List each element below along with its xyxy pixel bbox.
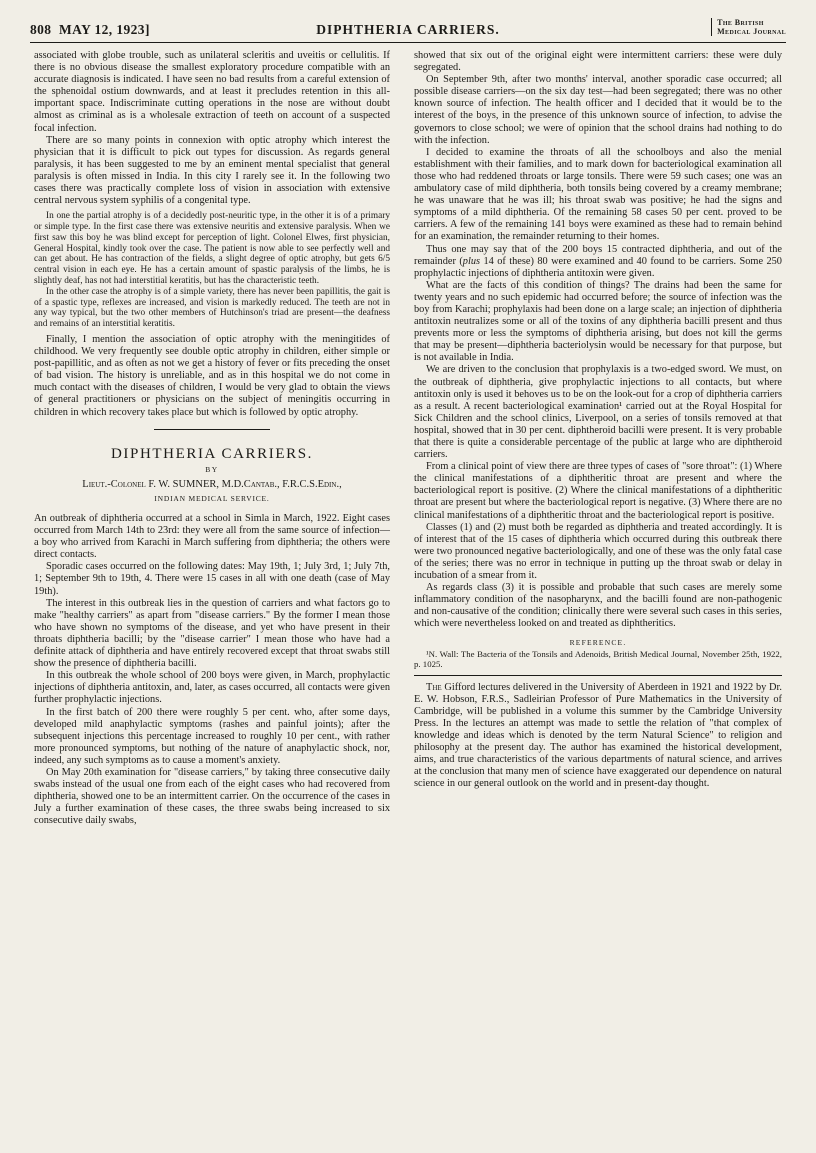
journal-mark [711,18,786,36]
article-title: DIPHTHERIA CARRIERS. [110,445,314,462]
page-header [30,16,786,42]
running-title: DIPHTHERIA CARRIERS. [316,22,500,37]
left-column [34,50,390,827]
page-number: 808 [30,22,52,37]
gifford-text: Gifford lectures delivered in the University of Aberdeen in 1921 and 1922 by Dr. E. W. Hobson, F.R.S., Sadleirian Professor of Pure Mathematics in the University of Cambridge, will be published in a volume this summer by the Cambridge University Press. In the lectures an attempt was made to settle the relation of "that complex of knowledge and ideas which is denoted by the term Natural Science" to religion and philosophy at the present day. The author has examined the historical development, aims, and true characteristics of the various departments of natural science, and arrives at the conclusion that many men of science have exaggerated our dependence on natural science in our general outlook on the world and in present-day thought. [414,681,782,790]
reference-heading: REFERENCE. [569,637,627,647]
paragraph: There are so many points in connexion with optic atrophy which interest the physician that it is difficult to pick out types for discussion. As regards general paralysis, it has been suggested to me by an eminent mental specialist that general paralysis is often missed in India. In this city I rarely see it. In the following two cases there was practically complete loss of vision in association with extensive central nervous system syphilis of a congenital type. [34,134,390,207]
journal-mark-line1: The British [717,18,764,27]
thus-text-after: 14 of these) 80 were examined and 40 found to be carriers. Some 250 prophylactic injections of diphtheria antitoxin were given. [414,255,782,279]
article-paragraph: I decided to examine the throats of all the schoolboys and also the menial establishment with their families, and to mark down for bacteriological examination all those who had reddened throats or large tonsils. There were 59 such cases; one was an ambulatory case of mild diphtheria, both tonsils being covered by a creamy membrane; he was unaware that he was ill; his throat swab was positive; he had the signs and symptoms of a mild diphtheria. Of the remaining 58 cases 50 per cent. proved to be carriers. A few of the remaining 141 boys were examined as these had to remain behind for an examination, the remainder returning to their homes. [414,146,782,243]
case-note-paragraph: In the other case the atrophy is of a simple variety, there has never been papillitis, the gait is of a spastic type, reflexes are increased, and vision is markedly reduced. The teeth are not in any way typical, but the two other members of Hutchinson's triad are present—the deafness and remains of an interstitial keratitis. [34,286,390,330]
article-paragraph: Sporadic cases occurred on the following dates: May 19th, 1; July 3rd, 1; July 7th, 1; September 9th to 19th, 4. There were 15 cases in all with one death (case of May 19th). [34,561,390,597]
right-column [414,50,782,790]
section-divider [414,675,782,676]
journal-mark-line2: Medical Journal [717,27,786,36]
article-paragraph: What are the facts of this condition of things? The drains had been the same for twenty years and no such epidemic had occurred before; the source of infection was the boy from Karachi; prophylaxis had been done on a large scale; an injection of diphtheria antitoxin neutralizes some or all of the toxins of any diphtheria bacilli present and thus prevents more or less the symptoms of diphtheria arising, but does not kill the germs that may be present—diphtheria bacteriolysin would be necessary for that purpose, but is not available in India. [414,279,782,364]
article-service: INDIAN MEDICAL SERVICE. [154,493,270,503]
article-paragraph: From a clinical point of view there are three types of cases of "sore throat": (1) Where the clinical manifestations of a diphtheritic throat are present and where the bacteriological report is positive. (2) Where the clinical manifestations of a diphtheritic throat are present but where the bacteriological report is negative. (3) Where there are no clinical manifestations of a diphtheritic throat and the bacteriological report is positive. [414,461,782,521]
reference-entry: ¹N. Wall: The Bacteria of the Tonsils and Adenoids, British Medical Journal, November 25th, 1922, p. 1025. [414,648,782,669]
issue-date: MAY 12, 1923] [59,22,150,37]
article-paragraph-thus [414,244,782,280]
article-paragraph: As regards class (3) it is possible and probable that such cases are merely some inflammatory condition of the nasopharynx, and the bacilli found are non-pathogenic and non-causative of the condition; clinically there were several such cases in this series, which were nevertheless looked on and treated as diphtheritics. [414,582,782,630]
gifford-lead: The [426,681,442,693]
section-divider [154,429,270,430]
article-paragraph: On May 20th examination for "disease carriers," by taking three consecutive daily swabs instead of the usual one from each of the eight cases who had recovered from diphtheria, showed one to be an intermittent carrier. On the occurrence of the cases in July a further examination of these cases, the three swabs being increased to six consecutive daily swabs, [34,766,390,827]
case-note-paragraph: In one the partial atrophy is of a decidedly post-neuritic type, in the other it is of a primary or simple type. In the first case there was extensive neuritis and extensive paralysis. When we first saw this boy he was blind except for perception of light. Colonel Elwes, first physician, General Hospital, kindly took over the case. The patient is now able to see perfectly well and can get about. He has contraction of the fields, a slight degree of optic atrophy, but gets 6/5 central vision in each eye. He has a certain amount of spastic paralysis of the limbs, he is slightly deaf, has not had interstitial keratitis, but has the characteristic teeth. [34,211,390,286]
article-paragraph: In this outbreak the whole school of 200 boys were given, in March, prophylactic injections of diphtheria antitoxin, and, later, as cases occurred, all contacts were given further prophylactic injections. [34,670,390,706]
thus-italic: plus [462,255,481,267]
header-rule [30,42,786,43]
paragraph: associated with globe trouble, such as unilateral scleritis and uveitis or cellulitis. If there is no obvious disease the smallest exploratory procedure compatible with an accurate diagnosis is indicated. I have seen no bad results from a careful extension of the sphenoidal ostium downwards, and at least it precludes retention in this all-important space. Indiscriminate cutting operations in the nose are without doubt almost as criminal as is a wholesale extraction of teeth on account of a suspected focal infection. [34,50,390,134]
article-paragraph: In the first batch of 200 there were roughly 5 per cent. who, after some days, developed mild anaphylactic symptoms (rashes and painful joints); after the subsequent injections this percentage increased to roughly 10 per cent., with rather more pronounced symptoms, but nothing of the nature of anaphylactic shock, nor, indeed, any such symptoms as to cause a moment's anxiety. [34,706,390,766]
article-by: BY [205,464,219,474]
paragraph: Finally, I mention the association of optic atrophy with the meningitides of childhood. We very frequently see double optic atrophy in children, either simple or post-papillitic, and as often as not we get a history of fever or fits preceding the onset of bad vision. The history is unreliable, and as in this hospital we do not come in much contact with the diseases of children, I would be very glad to obtain the views of general practitioners or physicians on the subject of meningitis occurring in children in which recovery takes place but which is followed by optic atrophy. [34,333,390,418]
article-paragraph: An outbreak of diphtheria occurred at a school in Simla in March, 1922. Eight cases occurred from March 14th to 23rd: they were all from the same source of infection—a boy who arrived from Karachi in March suffering from diphtheria; the others were direct contacts. [34,513,390,561]
gifford-paragraph [414,682,782,791]
article-author: Lieut.-Colonel F. W. SUMNER, M.D.Cantab., F.R.C.S.Edin., [82,478,342,490]
article-paragraph: The interest in this outbreak lies in the question of carriers and what factors go to make "healthy carriers" as apart from "disease carriers." By the former I mean those who have shown no symptoms of the disease, and yet who have present in their throats diphtheria bacilli; by the "disease carrier" I mean those who have had a definite attack of diphtheria and have entirely recovered except that throat swabs still show the presence of diphtheria bacilli. [34,597,390,670]
article-paragraph: On September 9th, after two months' interval, another sporadic case occurred; all possible disease carriers—on the six day test—had been segregated; there was no other known source of infection. The health officer and I decided that it would be to the interest of the boys, in the presence of this unknown source of infection, to advise the governors to close school; we were of opinion that the school drains had nothing to do with the infection. [414,74,782,146]
article-paragraph: showed that six out of the original eight were intermittent carriers: these were duly segregated. [414,50,782,74]
article-paragraph: We are driven to the conclusion that prophylaxis is a two-edged sword. We must, on the outbreak of diphtheria, give prophylactic injections to all contacts, but where antitoxin only is used it behoves us to be on the look-out for a crop of diphtheria carriers as a result. A recent bacteriological examination¹ carried out at the Royal Hospital for Sick Children and the school clinics, Liverpool, on a series of tonsils removed at that hospital, showed that in 30 per cent. diphtheroid bacilli were present. It is very probable that there is quite a considerable percentage of the public at large who are diphtheroid carriers. [414,364,782,461]
article-paragraph: Classes (1) and (2) must both be regarded as diphtheria and treated accordingly. It is of interest that of the 15 cases of diphtheria which occurred during this outbreak there were two pronounced negative bacteriologically, and one of these was the only fatal case of the series; there was no error in technique in putting up the throat swab or delay in incubation of a smear from it. [414,521,782,582]
thus-text-before: Thus one may say that of the 200 boys 15 contracted diphtheria, and out of the remainder ( [414,243,782,267]
